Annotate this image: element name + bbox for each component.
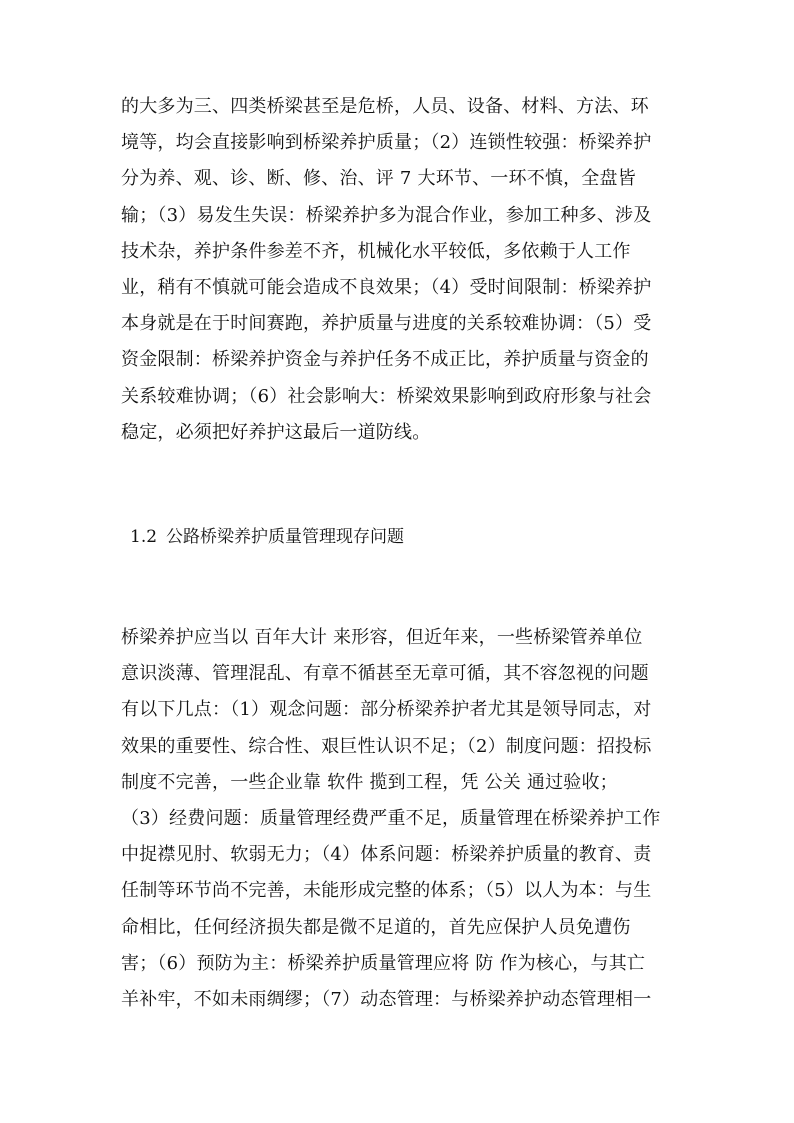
text-line: 有以下几点：（1）观念问题：部分桥梁养护者尤其是领导同志，对 <box>121 699 652 721</box>
text-line: 效果的重要性、综合性、艰巨性认识不足；（2）制度问题：招投标 <box>121 735 652 757</box>
text-line: 本身就是在于时间赛跑，养护质量与进度的关系较难协调：（5）受 <box>121 313 652 335</box>
text-line: 意识淡薄、管理混乱、有章不循甚至无章可循，其不容忽视的问题 <box>121 663 649 685</box>
text-line: 羊补牢，不如未雨绸缪；（7）动态管理：与桥梁养护动态管理相一 <box>121 988 652 1010</box>
section-title: 公路桥梁养护质量管理现存问题 <box>166 527 405 547</box>
text-line: 的大多为三、四类桥梁甚至是危桥，人员、设备、材料、方法、环 <box>121 96 649 117</box>
section-heading <box>130 523 404 551</box>
text-line: 害；（6）预防为主：桥梁养护质量管理应将 防 作为核心，与其亡 <box>121 952 646 974</box>
paragraph-existing-problems <box>121 620 681 1018</box>
text-line: （3）经费问题：质量管理经费严重不足，质量管理在桥梁养护工作 <box>121 807 661 829</box>
text-line: 中捉襟见肘、软弱无力；（4）体系问题：桥梁养护质量的教育、责 <box>121 844 652 866</box>
text-line: 命相比，任何经济损失都是微不足道的，首先应保护人员免遭伤 <box>121 916 631 938</box>
text-line: 任制等环节尚不完善，未能形成完整的体系；（5）以人为本：与生 <box>121 880 652 902</box>
text-line: 分为养、观、诊、断、修、治、评 7 大环节、一环不慎，全盘皆 <box>121 168 636 190</box>
text-line: 桥梁养护应当以 百年大计 来形容，但近年来，一些桥梁管养单位 <box>121 627 643 648</box>
text-line: 境等，均会直接影响到桥梁养护质量；（2）连锁性较强：桥梁养护 <box>121 132 652 154</box>
text-line: 制度不完善，一些企业靠 软件 揽到工程，凭 公关 通过验收； <box>121 771 618 793</box>
text-line: 稳定，必须把好养护这最后一道防线。 <box>121 421 431 443</box>
section-number: 1.2 <box>130 527 158 547</box>
text-line: 业，稍有不慎就可能会造成不良效果；（4）受时间限制：桥梁养护 <box>121 276 652 298</box>
text-line: 输；（3）易发生失误：桥梁养护多为混合作业，参加工种多、涉及 <box>121 204 652 226</box>
text-line: 技术杂，养护条件参差不齐，机械化水平较低，多依赖于人工作 <box>121 240 631 262</box>
paragraph-quality-characteristics <box>121 89 681 451</box>
text-line: 关系较难协调；（6）社会影响大：桥梁效果影响到政府形象与社会 <box>121 385 652 407</box>
text-line: 资金限制：桥梁养护资金与养护任务不成正比，养护质量与资金的 <box>121 349 649 371</box>
